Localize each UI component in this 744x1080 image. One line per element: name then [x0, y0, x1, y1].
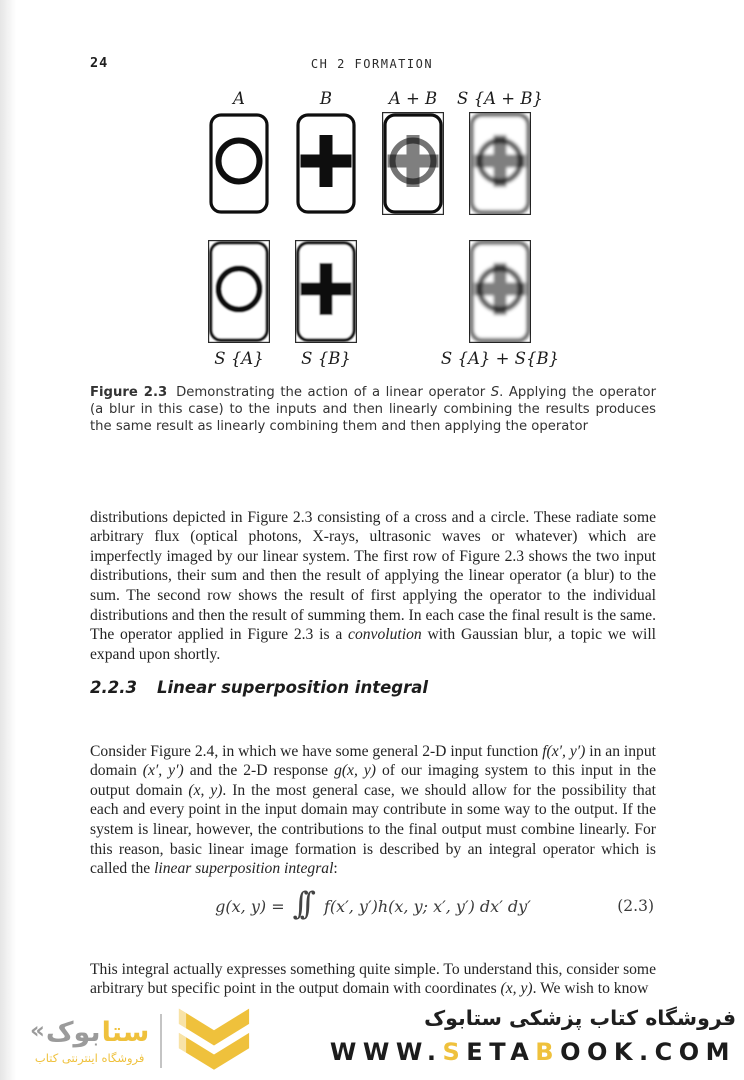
site-block	[330, 1006, 736, 1066]
card-s-b-icon	[295, 240, 357, 343]
double-integral-symbol: ∫∫	[292, 886, 307, 922]
equation-lhs: g(x, y) =	[215, 896, 285, 916]
card-a-plus-b-icon	[382, 112, 444, 215]
logo-wordmark	[30, 1018, 149, 1048]
card-s-a-plus-b-icon	[469, 112, 531, 215]
running-head: CH 2 FORMATION	[310, 57, 434, 71]
wordmark-gray-part: بوک	[45, 1016, 101, 1048]
logo-text-block	[30, 1018, 149, 1065]
label-s-a-plus-s-b: S {A} + S{B}	[440, 349, 560, 368]
label-s-b: S {B}	[301, 349, 351, 368]
section-title: Linear superposition integral	[156, 678, 429, 697]
paragraph-2: Consider Figure 2.4, in which we have some general 2-D input function f(x′, y′) in an input domain (x′, y′) and the 2-D response g(x, y) of our imaging system to this input in the output domain (x, y). In the most general case, we should allow for the possibility that each and every point in the input domain may contribute in some way to the output. If the system is linear, however, the contributions to the final output must combine linearly. For this reason, basic linear image formation is described by an integral operator which is called the linear superposition integral:	[90, 742, 656, 878]
equation-2-3	[90, 876, 656, 936]
page-edge-shadow	[0, 0, 16, 1080]
card-s-a-icon	[208, 240, 270, 343]
paragraph-1: distributions depicted in Figure 2.3 consisting of a cross and a circle. These radiate some arbitrary flux (optical photons, X-rays, ultrasonic waves or whatever) which are imperfectly imaged by our linear system. The first row of Figure 2.3 shows the two input distributions, their sum and then the result of applying the linear operator (a blur) to the sum. The second row shows the result of first applying the operator to the individual distributions and then the result of summing them. In each case the final result is the same. The operator applied in Figure 2.3 is a convolution with Gaussian blur, a topic we will expand upon shortly.	[90, 508, 656, 663]
label-b: B	[319, 89, 333, 108]
logo-tagline: فروشگاه اینترنتی کتاب	[34, 1050, 145, 1065]
section-number: 2.2.3	[90, 678, 137, 697]
card-a-circle-icon	[208, 112, 270, 215]
figure-caption: Figure 2.3 Demonstrating the action of a linear operator S. Applying the operator (a blur in this case) to the inputs and then linearly combining the results produces the same result as linearly combining them and then applying the operator	[90, 385, 656, 435]
wordmark-yellow-part: ستا	[101, 1016, 150, 1048]
figure-bottom-row	[208, 240, 532, 343]
setabook-logo	[30, 1005, 255, 1077]
equation-integrand: f(x′, y′)h(x, y; x′, y′) dx′ dy′	[323, 896, 531, 916]
equation-number: (2.3)	[617, 897, 654, 915]
card-s-a-plus-s-b-icon	[469, 240, 531, 343]
label-s-a-plus-b: S {A + B}	[457, 89, 543, 108]
figure-2-3	[208, 84, 560, 371]
section-heading-2-2-3	[90, 678, 656, 697]
logo-divider	[160, 1014, 162, 1068]
paragraph-3: This integral actually expresses something quite simple. To understand this, consider some arbitrary but specific point in the output domain with coordinates (x, y). We wish to know	[90, 960, 656, 998]
figure-top-row	[208, 112, 532, 215]
label-a-plus-b: A + B	[388, 89, 438, 108]
watermark-footer	[0, 1000, 744, 1080]
store-title-farsi: فروشگاه کتاب پزشکی ستابوک	[424, 1006, 736, 1030]
chevron-emblem-icon	[173, 1005, 255, 1077]
website-url: WWW.SETABOOK.COM	[329, 1038, 736, 1066]
card-b-cross-icon	[295, 112, 357, 215]
figure-top-labels	[208, 84, 543, 108]
label-a: A	[233, 89, 245, 108]
label-s-a: S {A}	[214, 349, 264, 368]
figure-bottom-labels	[208, 349, 560, 371]
guillemet-icon: «	[30, 1017, 45, 1044]
page-number: 24	[90, 55, 109, 71]
